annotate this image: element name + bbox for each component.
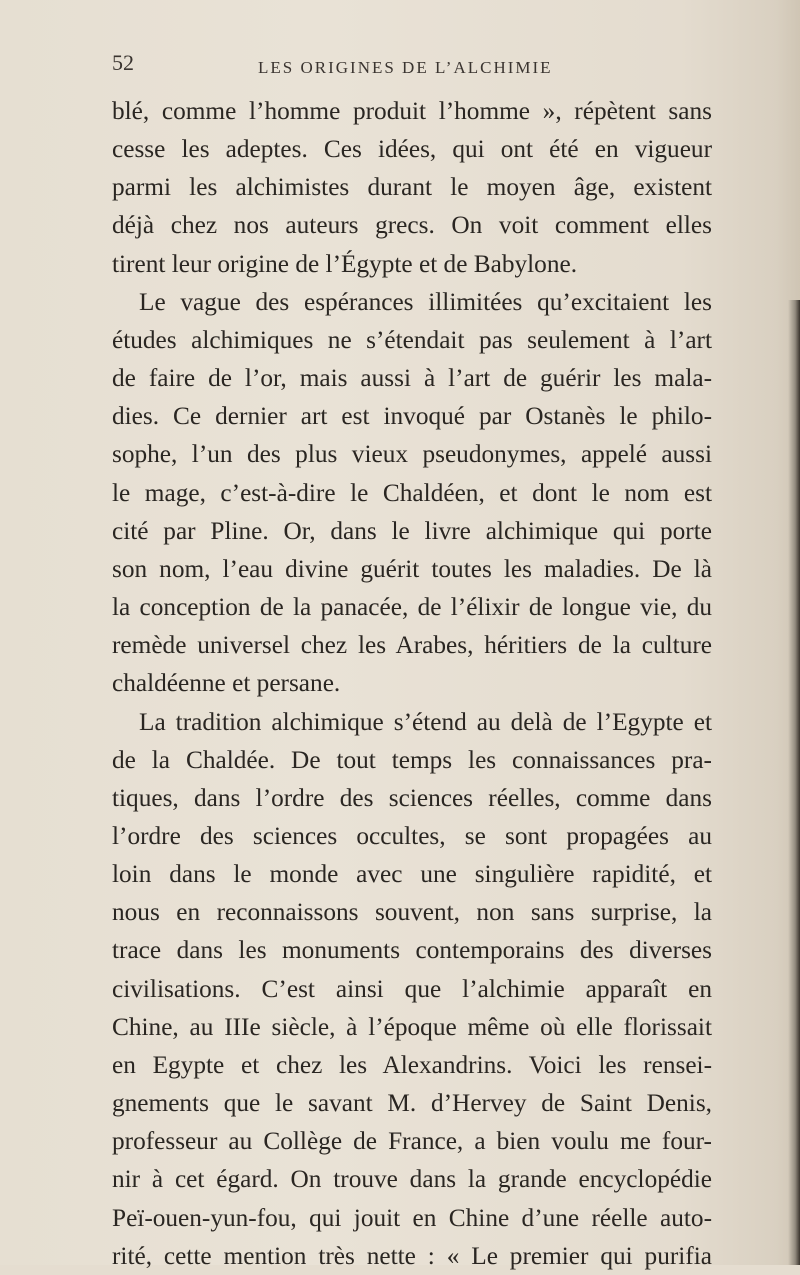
text-line: nous en reconnaissons souvent, non sans surprise, la <box>112 898 712 927</box>
page-number: 52 <box>112 50 134 75</box>
running-head: LES ORIGINES DE L’ALCHIMIE <box>258 58 553 77</box>
text-line: nir à cet égard. On trouve dans la grande encyclopédie <box>112 1165 712 1194</box>
text-line: Chine, au IIIe siècle, à l’époque même où elle florissait <box>112 1012 712 1041</box>
text-line: en Egypte et chez les Alexandrins. Voici les rensei- <box>112 1050 712 1079</box>
page-edge-shadow <box>788 300 800 1265</box>
text-line: le mage, c’est-à-dire le Chaldéen, et dont le nom est <box>112 478 712 507</box>
text-line: tiques, dans l’ordre des sciences réelles, comme dans <box>112 783 712 812</box>
text-line: gnements que le savant M. d’Hervey de Saint Denis, <box>112 1089 712 1118</box>
text-line: déjà chez nos auteurs grecs. On voit comment elles <box>112 211 712 240</box>
text-line: de la Chaldée. De tout temps les connaissances pra- <box>112 745 712 774</box>
text-line: trace dans les monuments contemporains des diverses <box>112 936 712 965</box>
text-line: Le vague des espérances illimitées qu’excitaient les <box>139 287 712 316</box>
text-line: chaldéenne et persane. <box>112 669 341 698</box>
text-line: cesse les adeptes. Ces idées, qui ont été en vigueur <box>112 135 712 164</box>
text-line: professeur au Collège de France, a bien voulu me four- <box>112 1127 712 1156</box>
text-line: parmi les alchimistes durant le moyen âge, existent <box>112 173 712 202</box>
text-line: civilisations. C’est ainsi que l’alchimie apparaît en <box>112 974 712 1003</box>
text-line: La tradition alchimique s’étend au delà de l’Egypte et <box>139 707 712 736</box>
text-line: Peï-ouen-yun-fou, qui jouit en Chine d’une réelle auto- <box>112 1203 712 1232</box>
text-line: remède universel chez les Arabes, héritiers de la culture <box>112 631 712 660</box>
text-line: cité par Pline. Or, dans le livre alchimique qui porte <box>112 516 712 545</box>
text-line: dies. Ce dernier art est invoqué par Ostanès le philo- <box>112 402 712 431</box>
text-line: tirent leur origine de l’Égypte et de Babylone. <box>112 249 578 278</box>
text-line: l’ordre des sciences occultes, se sont propagées au <box>112 821 712 850</box>
text-line: blé, comme l’homme produit l’homme », répètent sans <box>112 97 712 125</box>
body-text <box>112 92 712 1275</box>
page-header <box>0 44 800 84</box>
text-line: son nom, l’eau divine guérit toutes les maladies. De là <box>112 554 712 583</box>
text-line: sophe, l’un des plus vieux pseudonymes, appelé aussi <box>112 440 712 469</box>
text-line: rité, cette mention très nette : « Le premier qui purifia <box>112 1241 712 1270</box>
text-line: de faire de l’or, mais aussi à l’art de guérir les mala- <box>112 364 712 393</box>
text-line: loin dans le monde avec une singulière rapidité, et <box>112 860 712 889</box>
text-line: études alchimiques ne s’étendait pas seulement à l’art <box>112 325 712 354</box>
text-line: la conception de la panacée, de l’élixir de longue vie, du <box>112 593 712 622</box>
